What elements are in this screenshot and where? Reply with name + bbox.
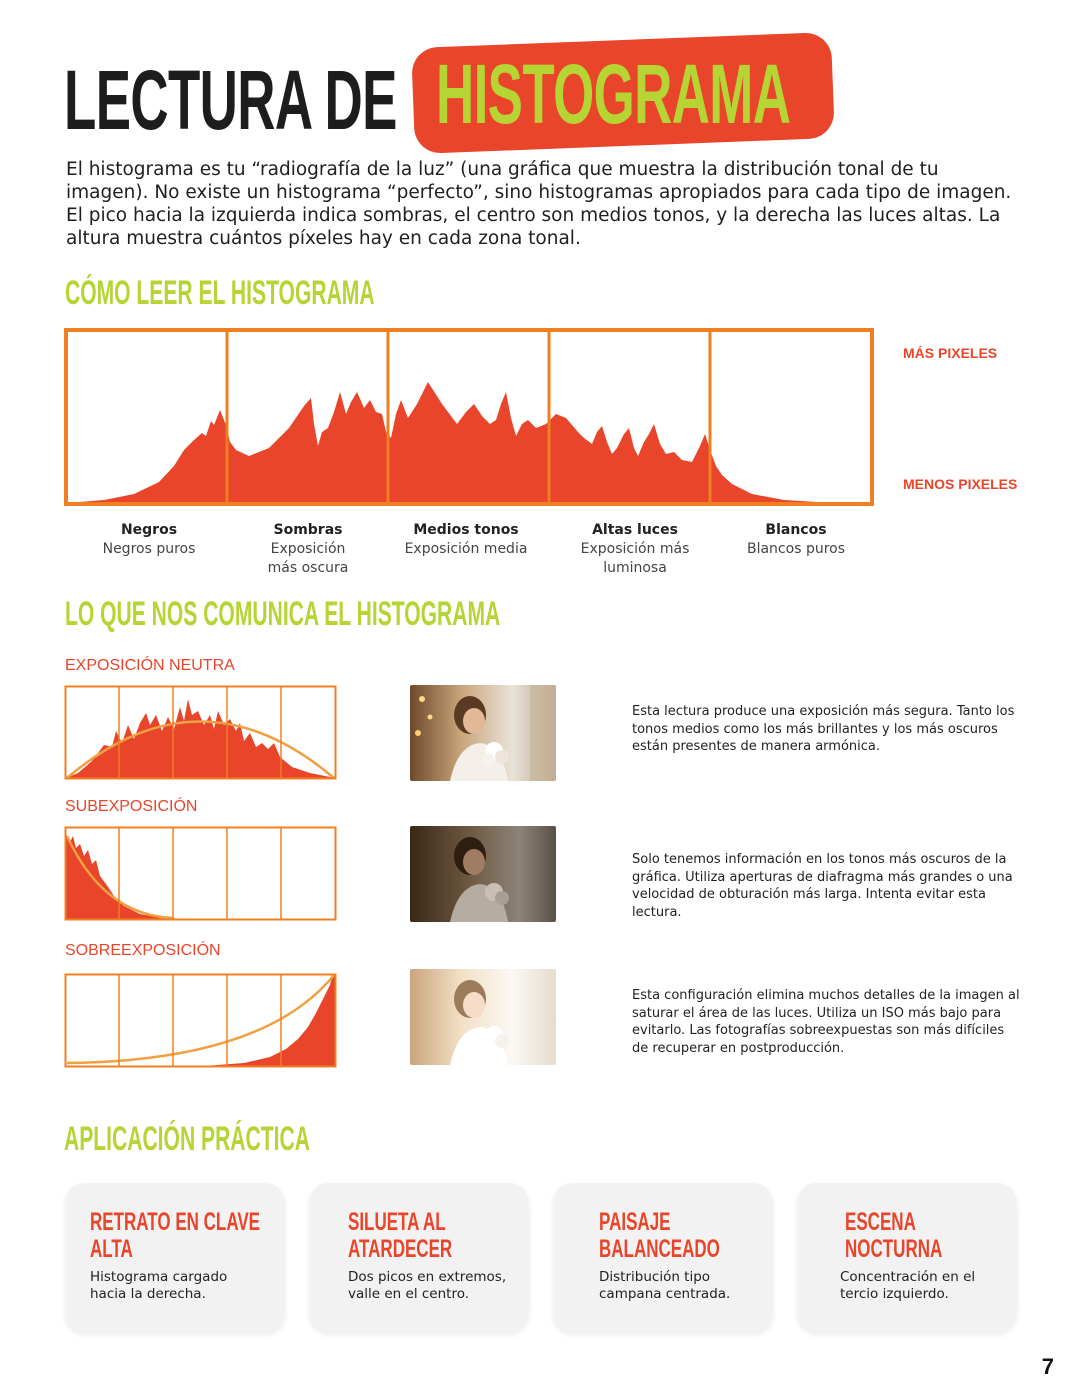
practice-card-high-key <box>65 1183 285 1333</box>
card-title: PAISAJE <box>599 1208 671 1236</box>
histogram-area <box>66 699 335 778</box>
card-title: SILUETA AL <box>348 1208 446 1236</box>
practice-card-landscape <box>553 1183 773 1333</box>
zone-title: Sombras <box>273 522 343 538</box>
section-heading-communicates: LO QUE NOS COMUNICA EL HISTOGRAMA <box>65 595 501 633</box>
less-pixels-label: MENOS PIXELES <box>903 476 1018 492</box>
card-text: Concentración en el tercio izquierdo. <box>840 1269 976 1302</box>
card-title: NOCTURNA <box>845 1235 943 1263</box>
histogram-area <box>204 975 335 1066</box>
zone-title: Altas luces <box>592 522 678 538</box>
zone-desc: Exposición media <box>404 541 528 557</box>
card-text: Histograma cargado hacia la derecha. <box>90 1269 228 1302</box>
photo-overexposed <box>410 969 556 1065</box>
card-title: RETRATO EN CLAVE <box>90 1208 261 1236</box>
underexposed-histogram <box>64 826 337 921</box>
section-heading-practice: APLICACIÓN PRÁCTICA <box>64 1120 310 1158</box>
page-number: 7 <box>1041 1354 1054 1379</box>
neutral-histogram <box>64 685 337 780</box>
histogram-area <box>67 382 871 503</box>
practice-card-silhouette <box>309 1183 529 1333</box>
photo-neutral <box>410 685 556 781</box>
card-title: BALANCEADO <box>599 1235 720 1263</box>
zone-title: Blancos <box>765 522 827 538</box>
card-text: Dos picos en extremos, valle en el centro. <box>348 1269 507 1302</box>
case-label-over: SOBREEXPOSICIÓN <box>65 942 221 959</box>
title-part-1: LECTURA DE <box>64 53 397 147</box>
case-label-neutral: EXPOSICIÓN NEUTRA <box>65 657 235 674</box>
zone-desc: Exposición más oscura <box>267 541 349 576</box>
main-histogram <box>64 328 874 506</box>
section-heading-reading: CÓMO LEER EL HISTOGRAMA <box>65 274 375 312</box>
card-title: ATARDECER <box>348 1235 453 1263</box>
card-title: ALTA <box>90 1235 133 1263</box>
more-pixels-label: MÁS PIXELES <box>903 345 998 361</box>
zone-blancos <box>711 521 881 559</box>
photo-underexposed <box>410 826 556 922</box>
zone-negros <box>64 521 234 559</box>
case-text-over: Esta configuración elimina muchos detalles de la imagen al saturar el área de las luces. Utiliza un ISO más bajo para evitarlo. Las fotografías sobreexpuestas son más difíciles de recuperar en postproducción. <box>632 988 1020 1057</box>
zone-title: Medios tonos <box>413 522 519 538</box>
zone-medios-tonos <box>381 521 551 559</box>
case-text-under: Solo tenemos información en los tonos más oscuros de la gráfica. Utiliza aperturas de diafragma más grandes o una velocidad de obturación más larga. Intenta evitar esta lectura. <box>632 852 1013 921</box>
card-text: Distribución tipo campana centrada. <box>599 1269 731 1302</box>
zone-altas-luces <box>550 521 720 578</box>
zone-desc: Negros puros <box>102 541 196 557</box>
practice-card-night <box>797 1183 1017 1333</box>
overexposed-histogram <box>64 973 337 1068</box>
zone-title: Negros <box>120 522 178 538</box>
zone-desc: Blancos puros <box>746 541 846 557</box>
card-title: ESCENA <box>845 1208 916 1236</box>
case-label-under: SUBEXPOSICIÓN <box>65 798 198 815</box>
case-text-neutral: Esta lectura produce una exposición más segura. Tanto los tonos medios como los más brillantes y los más oscuros están presentes de manera armónica. <box>632 704 1015 755</box>
intro-paragraph: El histograma es tu “radiografía de la luz” (una gráfica que muestra la distribución tonal de tu imagen). No existe un histograma “perfecto”, sino histogramas apropiados para cada tipo de imagen. El pico hacia la izquierda indica sombras, el centro son medios tonos, y la derecha las luces altas. La altura muestra cuántos píxeles hay en cada zona tonal. <box>66 159 1012 249</box>
zone-sombras <box>223 521 393 578</box>
title-part-2: HISTOGRAMA <box>436 47 791 141</box>
zone-desc: Exposición más luminosa <box>580 541 690 576</box>
